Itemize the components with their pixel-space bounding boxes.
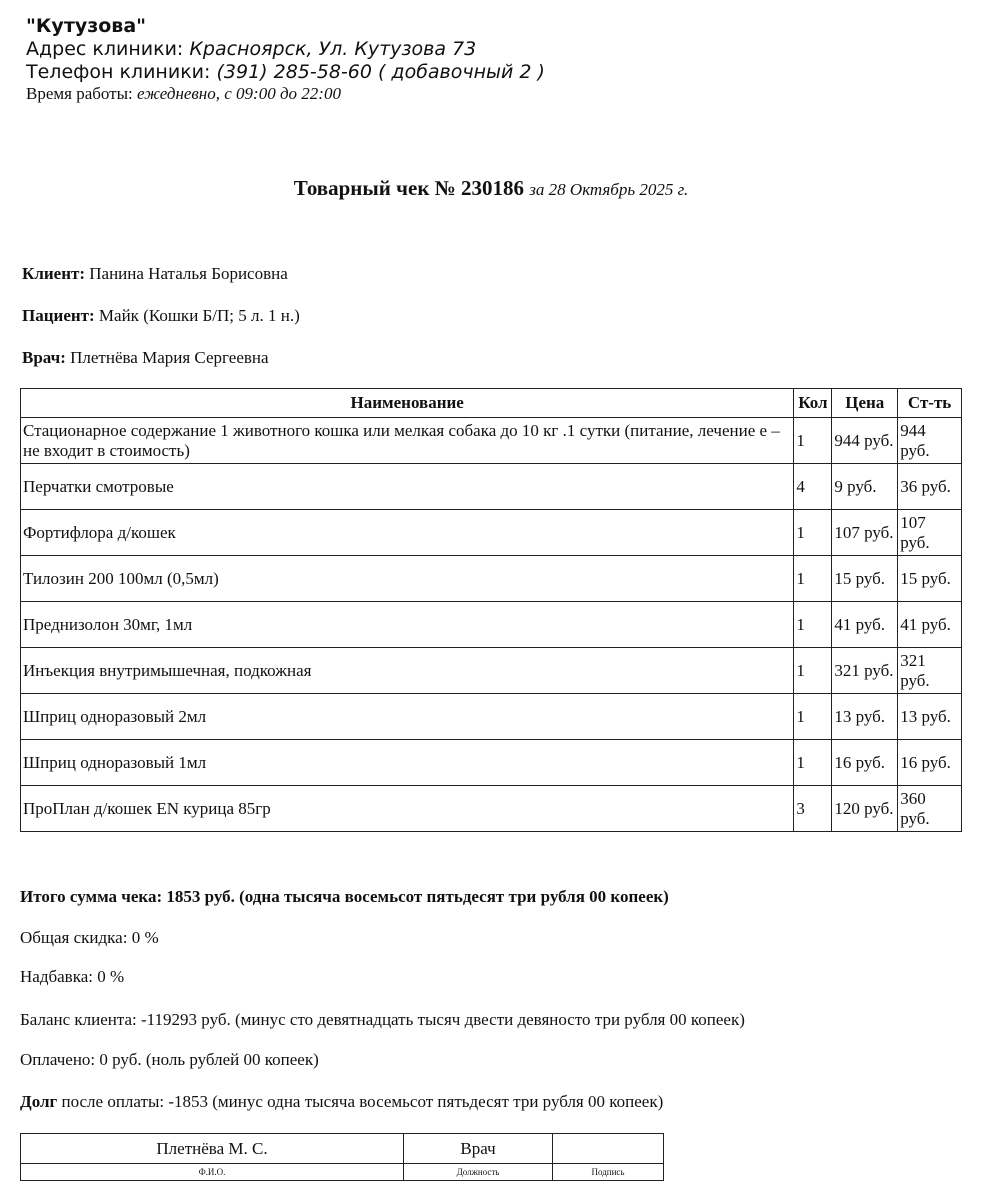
item-price: 107 руб.	[832, 510, 898, 556]
item-name: Фортифлора д/кошек	[21, 510, 794, 556]
item-total: 944 руб.	[898, 418, 962, 464]
table-row	[21, 418, 962, 464]
item-price: 41 руб.	[832, 602, 898, 648]
signature-field	[553, 1134, 664, 1164]
doctor-label: Врач:	[22, 348, 66, 367]
clinic-phone	[26, 61, 545, 84]
col-total: Ст-ть	[898, 389, 962, 418]
paid: Оплачено: 0 руб. (ноль рублей 00 копеек)	[20, 1050, 319, 1069]
item-price: 15 руб.	[832, 556, 898, 602]
table-row	[21, 648, 962, 694]
table-row	[21, 556, 962, 602]
item-name: Инъекция внутримышечная, подкожная	[21, 648, 794, 694]
table-row	[21, 786, 962, 832]
item-total: 107 руб.	[898, 510, 962, 556]
item-qty: 1	[794, 510, 832, 556]
item-total: 16 руб.	[898, 740, 962, 786]
item-name: Шприц одноразовый 1мл	[21, 740, 794, 786]
table-header	[21, 389, 962, 418]
item-total: 13 руб.	[898, 694, 962, 740]
signer-position: Врач	[404, 1134, 553, 1164]
item-name: ПроПлан д/кошек EN курица 85гр	[21, 786, 794, 832]
receipt-date: за 28 Октябрь 2025 г.	[529, 180, 689, 199]
item-name: Стационарное содержание 1 животного кошка или мелкая собака до 10 кг .1 сутки (питание, лечение е – не входит в стоимость)	[21, 418, 794, 464]
items-table	[20, 388, 962, 832]
position-caption: Должность	[404, 1164, 553, 1181]
hours-value: ежедневно, с 09:00 до 22:00	[137, 84, 341, 103]
item-qty: 1	[794, 556, 832, 602]
total-text: Итого сумма чека: 1853 руб. (одна тысяча восемьсот пятьдесят три рубля 00 копеек)	[20, 887, 669, 906]
phone-label: Телефон клиники:	[26, 61, 211, 83]
item-price: 944 руб.	[832, 418, 898, 464]
clinic-header	[26, 14, 545, 104]
client-label: Клиент:	[22, 264, 86, 283]
item-price: 9 руб.	[832, 464, 898, 510]
hours-label: Время работы:	[26, 84, 133, 103]
doctor-value: Плетнёва Мария Сергеевна	[70, 348, 269, 367]
item-total: 36 руб.	[898, 464, 962, 510]
total-sum	[20, 887, 669, 907]
col-name: Наименование	[21, 389, 794, 418]
item-qty: 4	[794, 464, 832, 510]
item-qty: 1	[794, 740, 832, 786]
discount: Общая скидка: 0 %	[20, 928, 159, 947]
phone-value: (391) 285-58-60 ( добавочный 2 )	[216, 61, 545, 83]
table-row	[21, 510, 962, 556]
client-line	[22, 264, 288, 284]
item-name: Перчатки смотровые	[21, 464, 794, 510]
sign-caption: Подпись	[553, 1164, 664, 1181]
item-price: 120 руб.	[832, 786, 898, 832]
col-price: Цена	[832, 389, 898, 418]
signer-name: Плетнёва М. С.	[21, 1134, 404, 1164]
patient-line	[22, 306, 300, 326]
item-name: Преднизолон 30мг, 1мл	[21, 602, 794, 648]
debt-value: после оплаты: -1853 (минус одна тысяча восемьсот пятьдесят три рубля 00 копеек)	[61, 1092, 664, 1111]
item-price: 13 руб.	[832, 694, 898, 740]
item-qty: 1	[794, 648, 832, 694]
item-price: 321 руб.	[832, 648, 898, 694]
table-row	[21, 602, 962, 648]
item-price: 16 руб.	[832, 740, 898, 786]
markup: Надбавка: 0 %	[20, 967, 125, 986]
receipt-number: Товарный чек № 230186	[293, 176, 525, 200]
item-name: Тилозин 200 100мл (0,5мл)	[21, 556, 794, 602]
item-total: 321 руб.	[898, 648, 962, 694]
patient-value: Майк (Кошки Б/П; 5 л. 1 н.)	[98, 306, 300, 325]
item-total: 15 руб.	[898, 556, 962, 602]
table-row	[21, 694, 962, 740]
client-balance: Баланс клиента: -119293 руб. (минус сто девятнадцать тысяч двести девяносто три рубля 00 копеек)	[20, 1010, 745, 1029]
col-qty: Кол	[794, 389, 832, 418]
name-caption: Ф.И.О.	[21, 1164, 404, 1181]
item-qty: 1	[794, 418, 832, 464]
item-qty: 1	[794, 602, 832, 648]
item-total: 41 руб.	[898, 602, 962, 648]
clinic-address	[26, 38, 545, 61]
debt	[20, 1092, 663, 1112]
debt-label: Долг	[20, 1092, 58, 1111]
address-label: Адрес клиники:	[26, 38, 184, 60]
clinic-hours	[26, 84, 545, 104]
signature-table	[20, 1133, 664, 1181]
item-total: 360 руб.	[898, 786, 962, 832]
item-name: Шприц одноразовый 2мл	[21, 694, 794, 740]
address-value: Красноярск, Ул. Кутузова 73	[189, 38, 477, 60]
clinic-name: "Кутузова"	[26, 15, 147, 37]
patient-label: Пациент:	[22, 306, 95, 325]
item-qty: 1	[794, 694, 832, 740]
table-row	[21, 740, 962, 786]
receipt-title	[0, 176, 982, 201]
item-qty: 3	[794, 786, 832, 832]
client-value: Панина Наталья Борисовна	[89, 264, 288, 283]
table-row	[21, 464, 962, 510]
doctor-line	[22, 348, 269, 368]
